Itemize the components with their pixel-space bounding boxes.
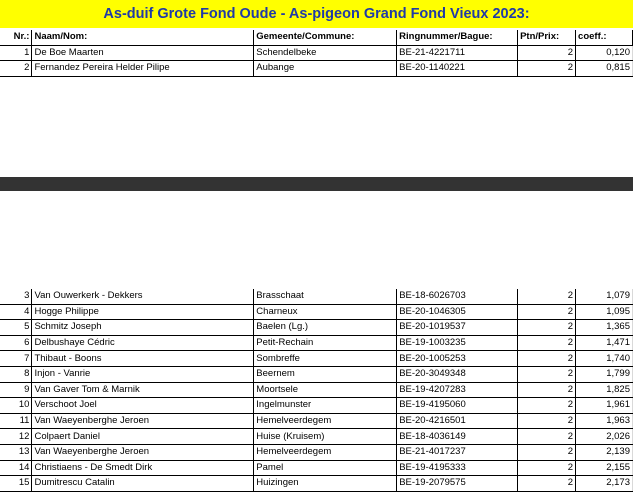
- table-row: [0, 382, 633, 398]
- cell-coeff: 0,815: [576, 61, 633, 77]
- cell-ptn: 2: [518, 460, 576, 476]
- table-header-row: [0, 30, 633, 45]
- cell-nr: 6: [0, 335, 32, 351]
- table-row: [0, 366, 633, 382]
- cell-nr: 12: [0, 429, 32, 445]
- cell-nr: 9: [0, 382, 32, 398]
- cell-nr: 4: [0, 304, 32, 320]
- results-title: As-duif Grote Fond Oude - As-pigeon Grand Fond Vieux 2023:: [103, 6, 530, 22]
- cell-name: Van Waeyenberghe Jeroen: [32, 413, 254, 429]
- cell-ring: BE-18-6026703: [397, 289, 518, 304]
- cell-coeff: 1,740: [576, 351, 633, 367]
- cell-ptn: 2: [518, 320, 576, 336]
- table-row: [0, 320, 633, 336]
- cell-commune: Brasschaat: [254, 289, 397, 304]
- cell-coeff: 1,963: [576, 413, 633, 429]
- cell-ptn: 2: [518, 476, 576, 492]
- table-row: [0, 476, 633, 492]
- cell-commune: Huizingen: [254, 476, 397, 492]
- hidden-rows-band: [0, 177, 633, 191]
- cell-coeff: 1,095: [576, 304, 633, 320]
- cell-ptn: 2: [518, 61, 576, 77]
- cell-commune: Sombreffe: [254, 351, 397, 367]
- cell-commune: Baelen (Lg.): [254, 320, 397, 336]
- cell-coeff: 1,961: [576, 398, 633, 414]
- cell-name: Christiaens - De Smedt Dirk: [32, 460, 254, 476]
- table-row: [0, 335, 633, 351]
- cell-commune: Beernem: [254, 366, 397, 382]
- cell-name: Delbushaye Cédric: [32, 335, 254, 351]
- cell-name: Verschoot Joel: [32, 398, 254, 414]
- cell-ring: BE-20-3049348: [397, 366, 518, 382]
- results-title-bar: [0, 0, 633, 28]
- cell-ring: BE-21-4221711: [397, 45, 518, 61]
- cell-commune: Hemelveerdegem: [254, 444, 397, 460]
- cell-name: De Boe Maarten: [32, 45, 254, 61]
- table-row: [0, 413, 633, 429]
- cell-ptn: 2: [518, 289, 576, 304]
- cell-nr: 8: [0, 366, 32, 382]
- cell-coeff: 2,139: [576, 444, 633, 460]
- table-row: [0, 45, 633, 61]
- header-commune: Gemeente/Commune:: [254, 30, 397, 45]
- cell-ptn: 2: [518, 413, 576, 429]
- cell-ptn: 2: [518, 382, 576, 398]
- cell-ptn: 2: [518, 335, 576, 351]
- cell-coeff: 2,173: [576, 476, 633, 492]
- cell-nr: 7: [0, 351, 32, 367]
- header-ring: Ringnummer/Bague:: [397, 30, 518, 45]
- cell-coeff: 1,471: [576, 335, 633, 351]
- cell-nr: 2: [0, 61, 32, 77]
- cell-nr: 14: [0, 460, 32, 476]
- cell-commune: Huise (Kruisem): [254, 429, 397, 445]
- table-row: [0, 429, 633, 445]
- cell-commune: Ingelmunster: [254, 398, 397, 414]
- results-table-top: [0, 30, 633, 77]
- cell-name: Colpaert Daniel: [32, 429, 254, 445]
- cell-ptn: 2: [518, 398, 576, 414]
- cell-ptn: 2: [518, 429, 576, 445]
- table-row: [0, 398, 633, 414]
- cell-name: Van Gaver Tom & Marnik: [32, 382, 254, 398]
- table-row: [0, 304, 633, 320]
- cell-nr: 3: [0, 289, 32, 304]
- results-table-bottom: [0, 289, 633, 492]
- cell-nr: 10: [0, 398, 32, 414]
- cell-ptn: 2: [518, 444, 576, 460]
- cell-commune: Pamel: [254, 460, 397, 476]
- header-ptn: Ptn/Prix:: [518, 30, 576, 45]
- cell-ring: BE-20-1019537: [397, 320, 518, 336]
- cell-nr: 13: [0, 444, 32, 460]
- cell-coeff: 1,825: [576, 382, 633, 398]
- cell-name: Hogge Philippe: [32, 304, 254, 320]
- cell-name: Van Waeyenberghe Jeroen: [32, 444, 254, 460]
- cell-ring: BE-20-1046305: [397, 304, 518, 320]
- cell-ptn: 2: [518, 304, 576, 320]
- cell-ring: BE-19-4195060: [397, 398, 518, 414]
- cell-coeff: 1,079: [576, 289, 633, 304]
- cell-commune: Aubange: [254, 61, 397, 77]
- cell-commune: Moortsele: [254, 382, 397, 398]
- cell-nr: 5: [0, 320, 32, 336]
- cell-commune: Hemelveerdegem: [254, 413, 397, 429]
- table-row: [0, 460, 633, 476]
- cell-nr: 1: [0, 45, 32, 61]
- cell-ring: BE-19-1003235: [397, 335, 518, 351]
- cell-name: Van Ouwerkerk - Dekkers: [32, 289, 254, 304]
- table-row: [0, 61, 633, 77]
- header-nr: Nr.:: [0, 30, 32, 45]
- table-row: [0, 289, 633, 304]
- cell-ptn: 2: [518, 366, 576, 382]
- cell-ptn: 2: [518, 351, 576, 367]
- cell-ring: BE-20-4216501: [397, 413, 518, 429]
- cell-coeff: 2,155: [576, 460, 633, 476]
- header-name: Naam/Nom:: [32, 30, 254, 45]
- cell-ring: BE-20-1005253: [397, 351, 518, 367]
- cell-commune: Schendelbeke: [254, 45, 397, 61]
- cell-name: Thibaut - Boons: [32, 351, 254, 367]
- cell-name: Injon - Vanrie: [32, 366, 254, 382]
- cell-coeff: 1,799: [576, 366, 633, 382]
- header-coeff: coeff.:: [576, 30, 633, 45]
- cell-name: Fernandez Pereira Helder Pilipe: [32, 61, 254, 77]
- cell-name: Dumitrescu Catalin: [32, 476, 254, 492]
- cell-nr: 11: [0, 413, 32, 429]
- cell-coeff: 1,365: [576, 320, 633, 336]
- cell-commune: Charneux: [254, 304, 397, 320]
- cell-name: Schmitz Joseph: [32, 320, 254, 336]
- table-row: [0, 351, 633, 367]
- cell-ring: BE-20-1140221: [397, 61, 518, 77]
- cell-commune: Petit-Rechain: [254, 335, 397, 351]
- cell-ring: BE-19-4195333: [397, 460, 518, 476]
- cell-ring: BE-18-4036149: [397, 429, 518, 445]
- cell-nr: 15: [0, 476, 32, 492]
- cell-coeff: 0,120: [576, 45, 633, 61]
- cell-ring: BE-21-4017237: [397, 444, 518, 460]
- cell-ring: BE-19-4207283: [397, 382, 518, 398]
- cell-ptn: 2: [518, 45, 576, 61]
- cell-coeff: 2,026: [576, 429, 633, 445]
- cell-ring: BE-19-2079575: [397, 476, 518, 492]
- table-row: [0, 444, 633, 460]
